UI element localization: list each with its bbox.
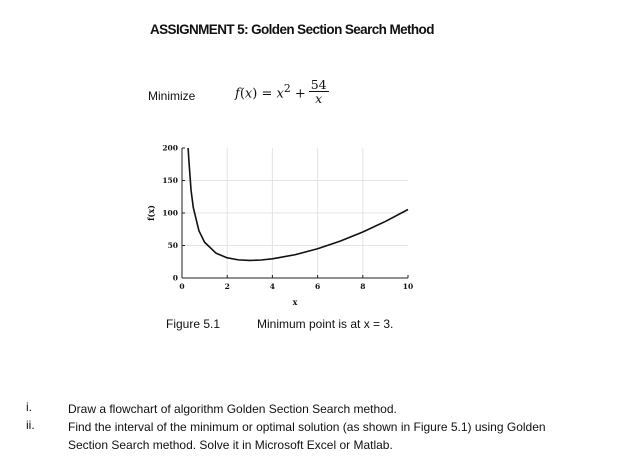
x-tick-label: 10 (402, 282, 414, 291)
y-tick-label: 150 (162, 176, 178, 185)
function-plot (140, 140, 420, 310)
task-marker: i. (26, 400, 32, 414)
fraction-denominator: x (315, 91, 323, 107)
objective-function (235, 78, 329, 105)
y-tick-label: 0 (172, 273, 178, 283)
task-marker: ii. (26, 418, 35, 432)
plot-svg (140, 140, 420, 310)
y-tick-label: 100 (162, 208, 178, 218)
formula-f: f (235, 86, 240, 102)
minimize-label: Minimize (148, 89, 196, 103)
x-tick-label: 2 (224, 282, 230, 291)
series-line-f-x (188, 148, 408, 260)
fraction-numerator: 54 (310, 77, 327, 92)
y-tick-label: 50 (167, 241, 178, 250)
formula-x: x (244, 86, 253, 102)
formula-x-squared-base: x (276, 86, 284, 102)
y-tick-label: 200 (162, 143, 178, 153)
x-axis-label: x (292, 297, 298, 307)
x-tick-label: 6 (314, 282, 321, 291)
assignment-title: ASSIGNMENT 5: Golden Section Search Method (150, 22, 434, 37)
formula-open-paren: ( (239, 86, 245, 102)
formula-fraction (309, 78, 329, 105)
formula-plus: + (290, 86, 306, 102)
formula-exponent: 2 (283, 81, 291, 95)
x-tick-label: 0 (179, 282, 185, 291)
task-text: Draw a flowchart of algorithm Golden Section Search method. (68, 402, 397, 416)
x-tick-label: 4 (269, 282, 276, 291)
formula-lhs (235, 82, 306, 101)
x-tick-label: 8 (360, 282, 366, 291)
task-text: Find the interval of the minimum or optimal solution (as shown in Figure 5.1) using Golden Section Search method. Solve it in Microsoft Excel or Matlab. (68, 420, 546, 452)
formula-equals: ) = (252, 86, 277, 102)
minimum-note: Minimum point is at x = 3. (257, 317, 394, 331)
figure-caption: Figure 5.1 (166, 317, 221, 331)
y-axis-label: f(x) (146, 205, 156, 221)
